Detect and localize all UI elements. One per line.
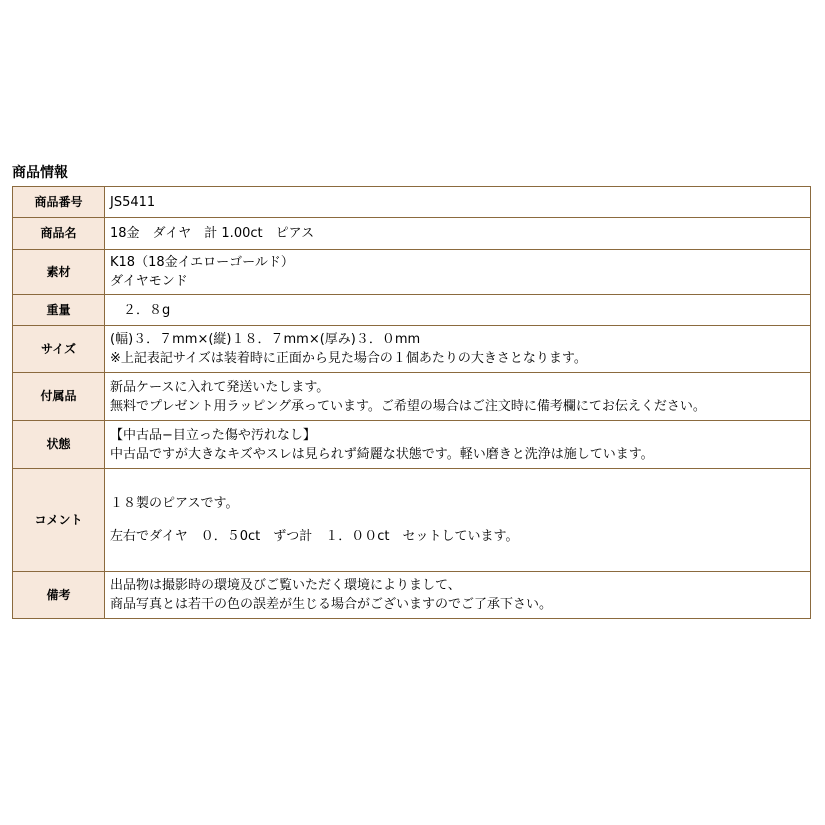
- size-line: ※上記表記サイズは装着時に正面から見た場合の１個あたりの大きさとなります。: [110, 351, 587, 366]
- row-weight: [13, 295, 811, 326]
- comment-line: １８製のピアスです。: [110, 496, 239, 511]
- row-value: [105, 187, 811, 218]
- row-product-name: [13, 218, 811, 250]
- row-value: [105, 295, 811, 326]
- condition-line: 中古品ですが大きなキズやスレは見られず綺麗な状態です。軽い磨きと洗浄は施しています。: [110, 446, 654, 462]
- row-value: [105, 326, 811, 373]
- row-value: [105, 250, 811, 295]
- material-line: K18（18金イエローゴールド）: [110, 255, 294, 270]
- row-material: [13, 250, 811, 295]
- material-line: ダイヤモンド: [110, 274, 188, 289]
- row-condition: [13, 421, 811, 469]
- row-label: 商品番号: [13, 187, 105, 218]
- row-label: 商品名: [13, 218, 105, 250]
- accessories-line: 無料でプレゼント用ラッピング承っています。ご希望の場合はご注文時に備考欄にてお伝えください。: [110, 398, 706, 414]
- row-value: [105, 421, 811, 469]
- row-remarks: [13, 572, 811, 619]
- row-label: コメント: [13, 469, 105, 572]
- row-comment: [13, 469, 811, 572]
- row-label: 素材: [13, 250, 105, 295]
- condition-line: 【中古品−目立った傷や汚れなし】: [110, 427, 316, 443]
- size-line: (幅)３．７mm×(縦)１８．７mm×(厚み)３．０mm: [110, 332, 421, 347]
- remarks-line: 商品写真とは若干の色の誤差が生じる場合がございますのでご了承下さい。: [110, 597, 553, 612]
- accessories-line: 新品ケースに入れて発送いたします。: [110, 379, 330, 395]
- row-size: [13, 326, 811, 373]
- row-label: 状態: [13, 421, 105, 469]
- product-name-value: 18金 ダイヤ 計 1.00ct ピアス: [110, 226, 315, 241]
- row-label: サイズ: [13, 326, 105, 373]
- weight-value: ２．８g: [110, 302, 171, 318]
- row-value: [105, 218, 811, 250]
- row-label: 備考: [13, 572, 105, 619]
- section-title: 商品情報: [12, 165, 68, 181]
- remarks-line: 出品物は撮影時の環境及びご覧いただく環境によりまして、: [110, 578, 461, 593]
- row-value: [105, 469, 811, 572]
- row-value: [105, 572, 811, 619]
- row-label: 付属品: [13, 373, 105, 421]
- comment-line: 左右でダイヤ ０．５0ct ずつ計 １．００ct セットしています。: [110, 529, 519, 544]
- product-number-value: JS5411: [110, 194, 156, 210]
- row-accessories: [13, 373, 811, 421]
- row-label: 重量: [13, 295, 105, 326]
- product-info-table: [12, 186, 811, 619]
- row-product-number: [13, 187, 811, 218]
- comment-spacer: [110, 513, 806, 527]
- row-value: [105, 373, 811, 421]
